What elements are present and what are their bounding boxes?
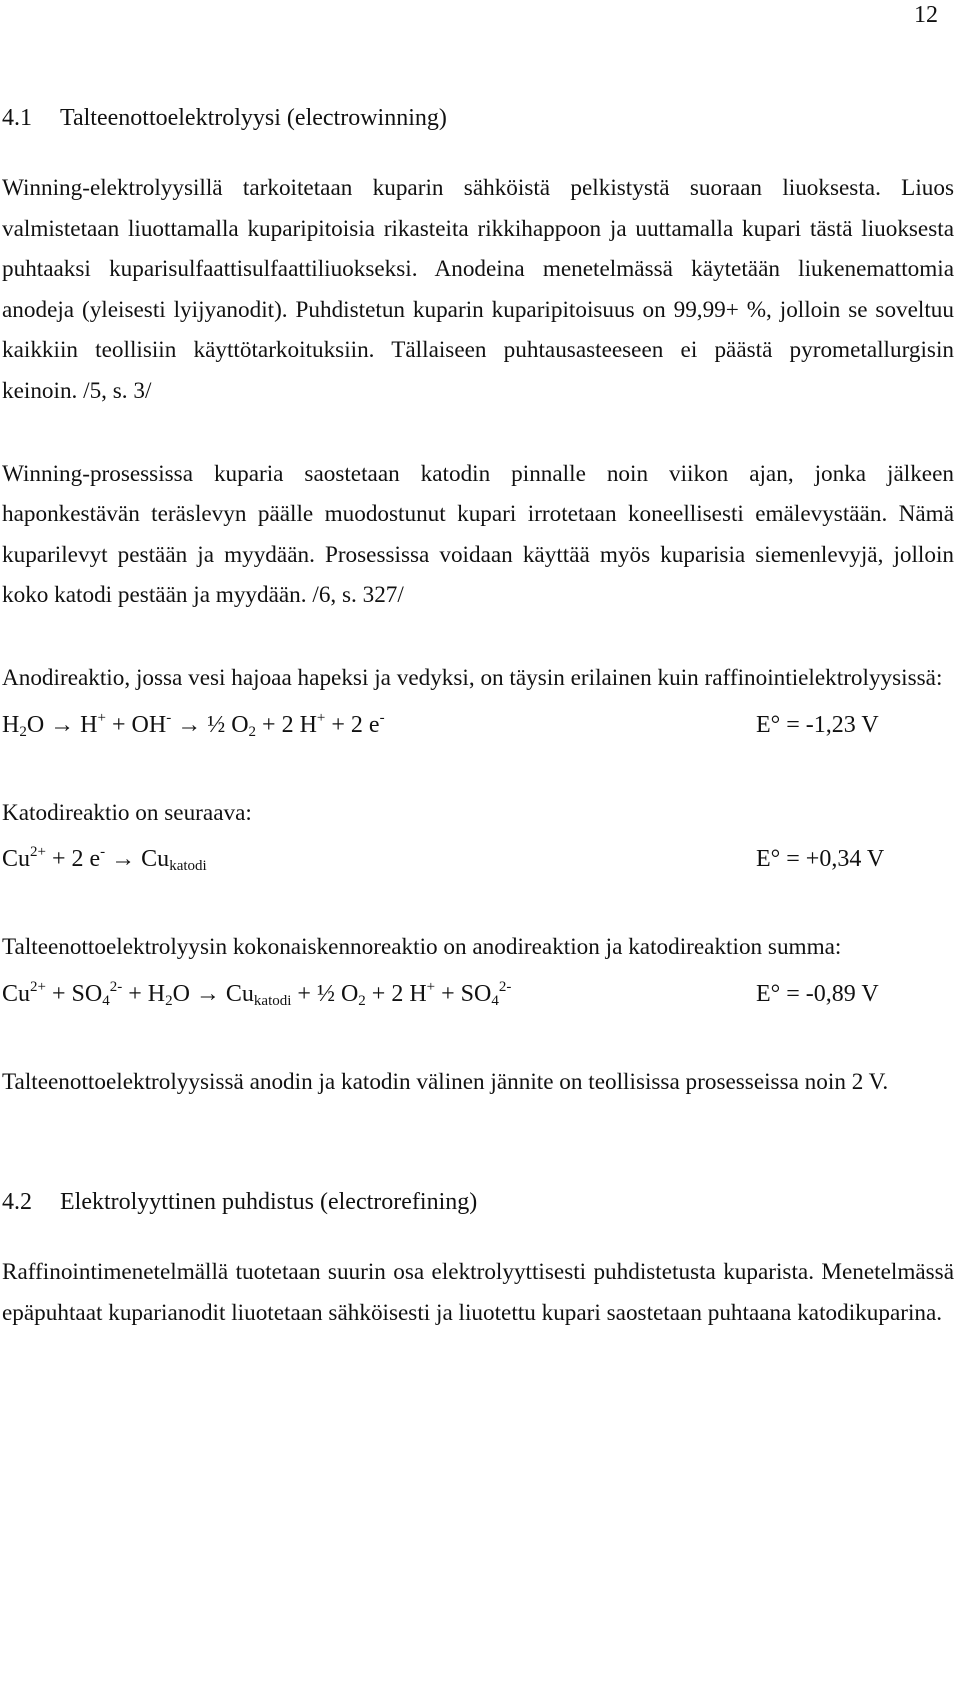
equation-formula: $Cu^{2+} + SO_4^{2-} + H_2O \to Cu_{katodi}$ + ½ $O_2 + 2$ $H^+ + SO_4^{2-}$	[2, 978, 512, 1009]
equation-formula: $Cu^{2+} + 2$ $e^- \to Cu_{katodi}$	[2, 844, 207, 875]
paragraph-cell-voltage: Talteenottoelektrolyysissä anodin ja katodin välinen jännite on teollisissa prosesseissa noin 2 V.	[2, 1068, 889, 1095]
equation-cathode	[2, 833, 954, 885]
paragraph-electrorefining-intro: Raffinointimenetelmällä tuotetaan suurin osa elektrolyyttisesti puhdistetusta kuparista. Menetelmässä epäpuhtaat kuparianodit liuotetaan sähköisesti ja liuotettu kupari saostetaan puhtaana katodikuparina.	[2, 1259, 954, 1326]
section-heading-4-2	[2, 1172, 954, 1232]
equation-potential: E° = -1,23 V	[756, 711, 879, 738]
equation-potential: E° = -0,89 V	[756, 980, 879, 1007]
equation-total	[2, 968, 954, 1020]
paragraph-electrowinning-intro: Winning-elektrolyysillä tarkoitetaan kuparin sähköistä pelkistystä suoraan liuoksesta. Liuos valmistetaan liuottamalla kuparipitoisia rikasteita rikkihappoon ja uuttamalla kupari tästä liuoksesta puhtaaksi kuparisulfaattisulfaattiliuokseksi. Anodeina menetelmässä käytetään liukenemattomia anodeja (yleisesti lyijyanodit). Puhdistetun kuparin kuparipitoisuus on 99,99+ %, jolloin se soveltuu kaikkiin teollisiin käyttötarkoituksiin. Tällaiseen puhtausasteeseen ei päästä pyrometallurgisin keinoin. /5, s. 3/	[2, 175, 954, 404]
paragraph-anode-reaction: Anodireaktio, jossa vesi hajoaa hapeksi ja vedyksi, on täysin erilainen kuin raffinointielektrolyysissä:	[2, 664, 943, 691]
section-title: Talteenottoelektrolyysi (electrowinning)	[60, 105, 447, 131]
paragraph-winning-process: Winning-prosessissa kuparia saostetaan katodin pinnalle noin viikon ajan, jonka jälkeen haponkestävän teräslevyn päälle muodostunut kupari irrotetaan koneellisesti emälevystään. Nämä kuparilevyt pestään ja myydään. Prosessissa voidaan käyttää myös kuparisia siemenlevyjä, jolloin koko katodi pestään ja myydään. /6, s. 327/	[2, 460, 954, 609]
equation-formula: $H_2O \to H^+ + OH^-$ → ½ $O_2 + 2$ H+ + 2 e-	[2, 709, 385, 740]
section-number: 4.2	[2, 1189, 32, 1216]
page-number: 12	[914, 2, 938, 28]
equation-potential: E° = +0,34 V	[756, 846, 885, 873]
paragraph-total-reaction: Talteenottoelektrolyysin kokonaiskennoreaktio on anodireaktion ja katodireaktion summa:	[2, 934, 842, 961]
document-body	[2, 88, 954, 1334]
equation-anode	[2, 699, 954, 751]
section-number: 4.1	[2, 105, 32, 131]
section-title: Elektrolyyttinen puhdistus (electrorefining)	[60, 1189, 478, 1216]
paragraph-cathode-reaction: Katodireaktio on seuraava:	[2, 799, 252, 826]
section-heading-4-1	[2, 88, 954, 148]
